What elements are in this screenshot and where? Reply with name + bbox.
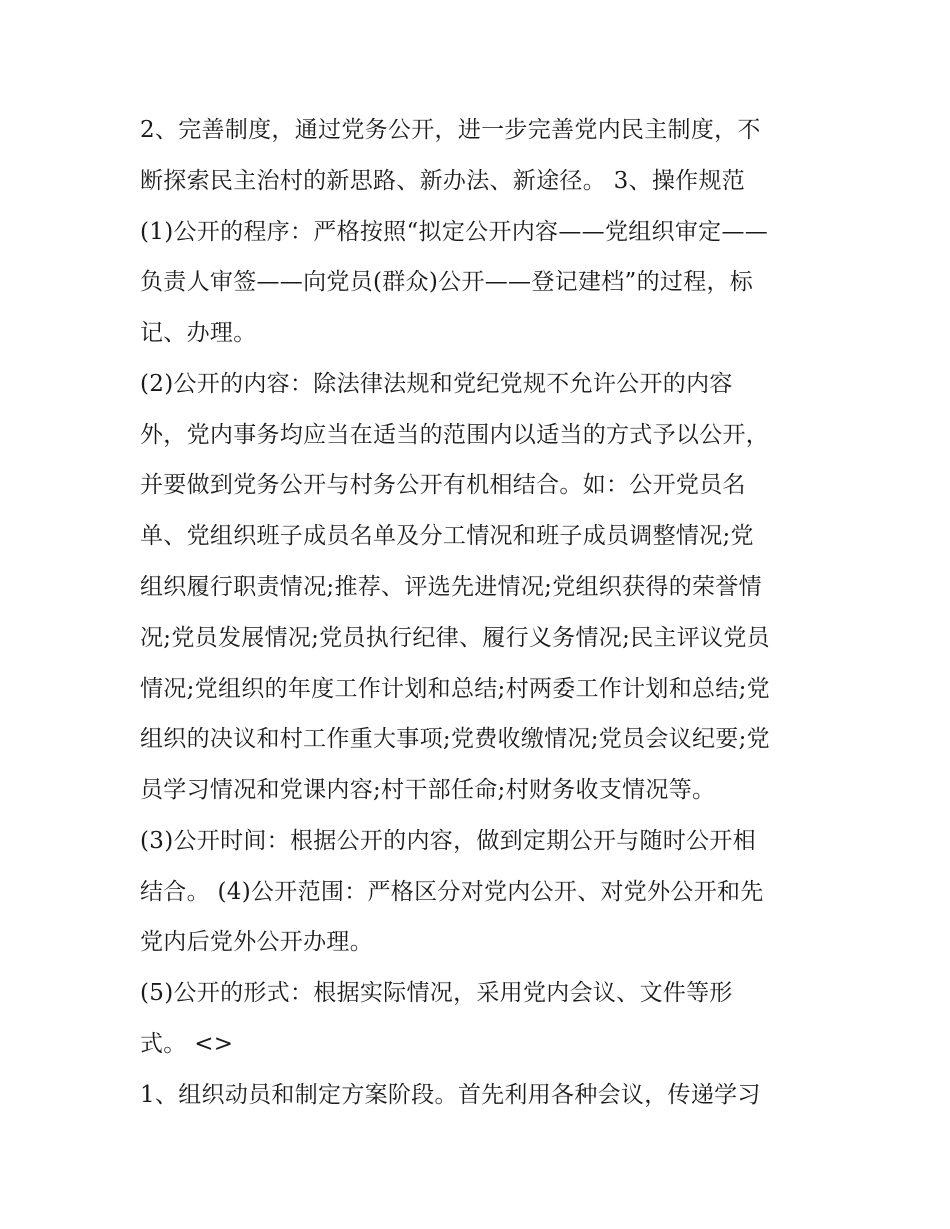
text-line: 单、党组织班子成员名单及分工情况和班子成员调整情况;党 [140,523,754,549]
text-line: 断探索民主治村的新思路、新办法、新途径。 3、操作规范 [140,168,746,194]
text-line: 2、完善制度，通过党务公开，进一步完善党内民主制度，不 [140,117,761,143]
text-line: 员学习情况和党课内容;村干部任命;村财务收支情况等。 [140,777,716,803]
text-line: (1)公开的程序：严格按照“拟定公开内容——党组织审定—— [140,219,769,245]
text-line: 负责人审签——向党员(群众)公开——登记建档”的过程，标 [140,269,754,295]
text-line: 并要做到党务公开与村务公开有机相结合。如：公开党员名 [140,472,746,498]
text-line: (3)公开时间：根据公开的内容，做到定期公开与随时公开相 [140,828,756,854]
text-line: 情况;党组织的年度工作计划和总结;村两委工作计划和总结;党 [140,676,770,702]
text-line: 况;党员发展情况;党员执行纪律、履行义务情况;民主评议党员 [140,625,770,651]
text-line: 结合。 (4)公开范围：严格区分对党内公开、对党外公开和先 [140,879,764,905]
text-line: (5)公开的形式：根据实际情况，采用党内会议、文件等形 [140,980,733,1006]
text-line: 组织履行职责情况;推荐、评选先进情况;党组织获得的荣誉情 [140,574,762,600]
text-line: 外，党内事务均应当在适当的范围内以适当的方式予以公开， [140,422,770,448]
text-line: 式。 <> [140,1031,234,1057]
text-line: 组织的决议和村工作重大事项;党费收缴情况;党员会议纪要;党 [140,726,770,752]
text-line: 党内后党外公开办理。 [140,929,373,955]
text-line: 记、办理。 [140,320,257,346]
text-line: 1、组织动员和制定方案阶段。首先利用各种会议，传递学习 [140,1082,761,1108]
text-line: (2)公开的内容：除法律法规和党纪党规不允许公开的内容 [140,371,733,397]
